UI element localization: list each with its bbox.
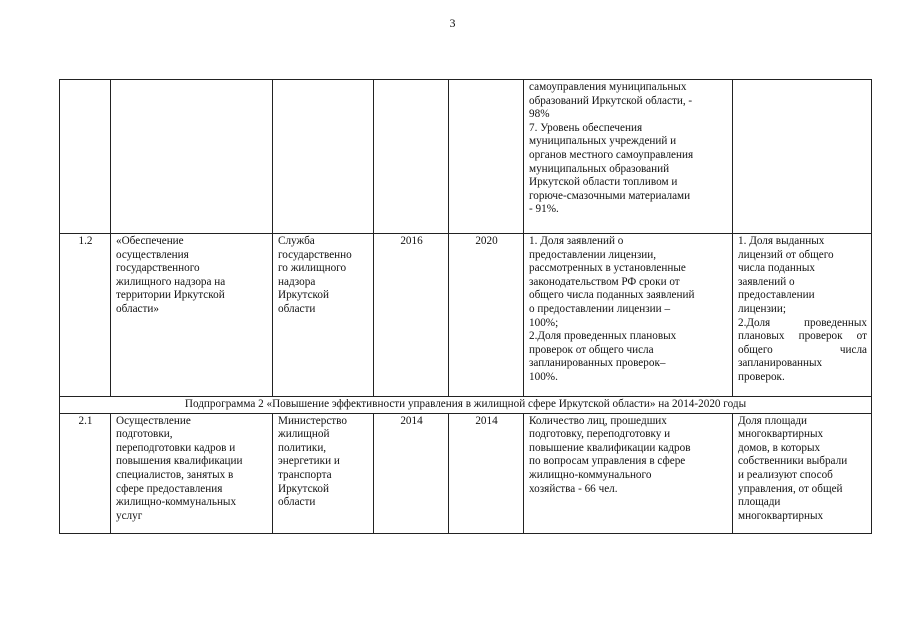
row-number-cell: 1.2 (60, 234, 111, 397)
section-row (60, 397, 872, 414)
results-cell (733, 234, 872, 397)
table-row (60, 80, 872, 234)
end-year-cell: 2020 (449, 234, 524, 397)
measure-name-cell (111, 80, 273, 234)
measures-table (59, 79, 872, 534)
executor-cell (273, 80, 374, 234)
results-cell: Доля площади многоквартирных домов, в которых собственники выбрали и реализуют способ управления, от общей площади многоквартирных (733, 413, 872, 533)
measure-name-cell: «Обеспечение осуществления государственного жилищного надзора на территории Иркутской области» (111, 234, 273, 397)
executor-cell: Министерство жилищной политики, энергетики и транспорта Иркутской области (273, 413, 374, 533)
page-number: 3 (449, 16, 456, 30)
indicators-cell: Количество лиц, прошедших подготовку, переподготовку и повышение квалификации кадров по вопросам управления в сфере жилищно-коммунального хозяйства - 66 чел. (524, 413, 733, 533)
end-year-cell (449, 80, 524, 234)
start-year-cell: 2016 (374, 234, 449, 397)
executor-cell: Служба государственно го жилищного надзора Иркутской области (273, 234, 374, 397)
end-year-cell: 2014 (449, 413, 524, 533)
results-cell (733, 80, 872, 234)
indicators-cell: самоуправления муниципальных образований Иркутской области, - 98% 7. Уровень обеспечения муниципальных учреждений и органов местного самоуправления муниципальных образований Иркутской области топливом и горюче-смазочными материалами - 91%. (524, 80, 733, 234)
indicators-cell: 1. Доля заявлений о предоставлении лицензии, рассмотренных в установленные законодательством РФ сроки от общего числа поданных заявлений о предоставлении лицензии – 100%; 2.Доля проведенных плановых проверок от общего числа запланированных проверок– 100%. (524, 234, 733, 397)
table-row (60, 234, 872, 397)
measure-name-cell: Осуществление подготовки, переподготовки кадров и повышения квалификации специалистов, занятых в сфере предоставления жилищно-коммунальных услуг (111, 413, 273, 533)
row-number-cell: 2.1 (60, 413, 111, 533)
section-title: Подпрограмма 2 «Повышение эффективности управления в жилищной сфере Иркутской области» на 2014-2020 годы (60, 397, 872, 414)
table-row (60, 413, 872, 533)
start-year-cell: 2014 (374, 413, 449, 533)
results-text-1: 1. Доля выданных лицензий от общего числа поданных заявлений о предоставлении лицензии; 2.Доля проведенных плановых проверок от общего числа запланированных проверок. (738, 235, 867, 383)
start-year-cell (374, 80, 449, 234)
row-number-cell (60, 80, 111, 234)
